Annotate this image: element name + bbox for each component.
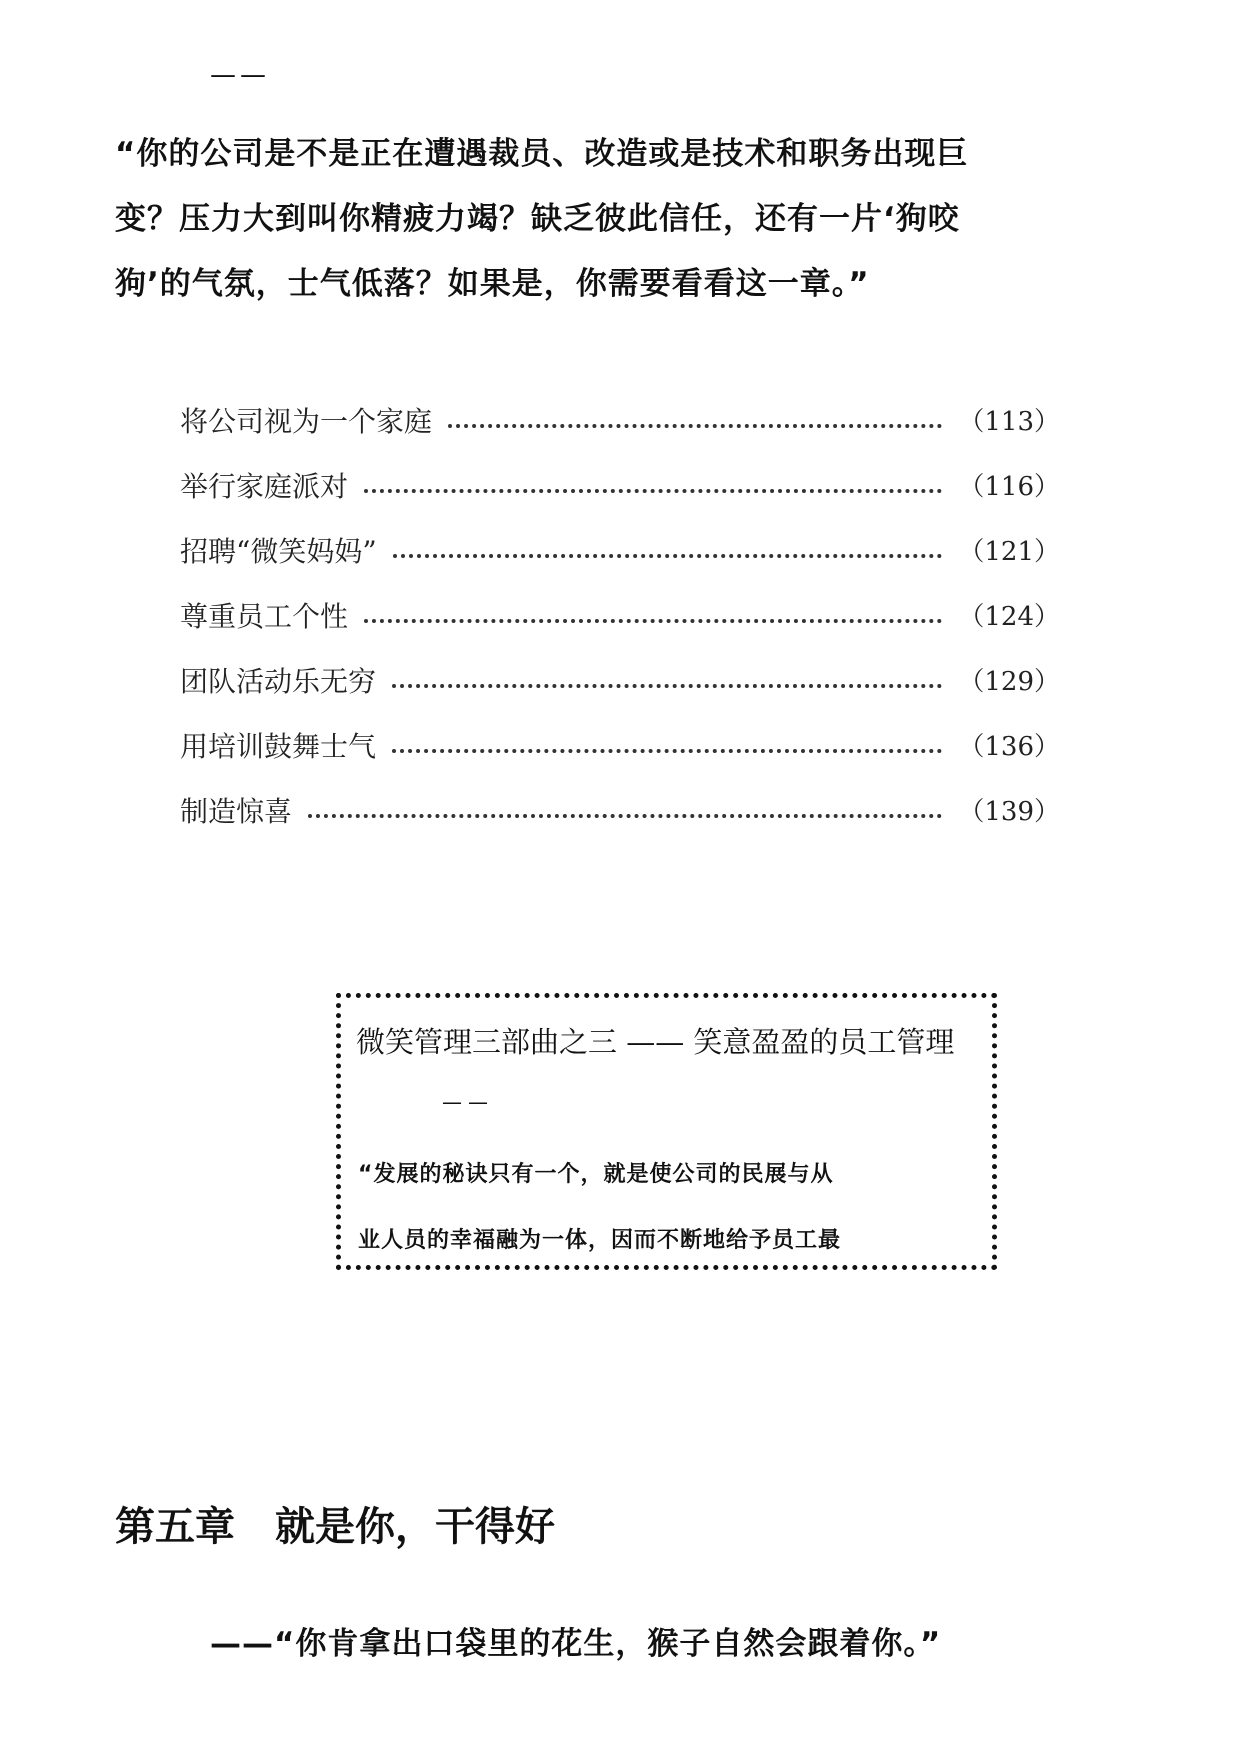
toc-leader-dots [364, 489, 942, 493]
section-quote-line-2: 变？压力大到叫你精疲力竭？缺乏彼此信任，还有一片‘狗咬 [115, 201, 960, 237]
toc-entry-page: （113） [958, 407, 1060, 437]
toc-leader-dots [448, 424, 942, 428]
toc-entry-title: 用培训鼓舞士气 [180, 729, 377, 763]
section-dash: —— [210, 60, 270, 90]
toc-leader-dots [392, 749, 942, 753]
toc-entry-title: 举行家庭派对 [180, 469, 349, 503]
toc-entry-page: （139） [958, 797, 1060, 827]
toc-entry[interactable] [180, 712, 1060, 777]
section-quote-line-1: “你的公司是不是正在遭遇裁员、改造或是技术和职务出现巨 [115, 136, 969, 172]
toc-entry-title: 团队活动乐无穷 [180, 664, 377, 698]
toc-entry-page: （121） [958, 537, 1060, 567]
toc-leader-dots [364, 619, 942, 623]
boxed-section-quote-line-1: “发展的秘诀只有一个，就是使公司的民展与从 [358, 1162, 834, 1187]
boxed-section-quote-line-2: 业人员的幸福融为一体，因而不断地给予员工最 [358, 1228, 842, 1253]
toc-entry-title: 招聘“微笑妈妈” [180, 534, 377, 568]
toc-entry-title: 制造惊喜 [180, 794, 293, 828]
toc-entry[interactable] [180, 582, 1060, 647]
toc-entry-title: 尊重员工个性 [180, 599, 349, 633]
toc-entry-page: （124） [958, 602, 1060, 632]
toc-leader-dots [308, 814, 942, 818]
boxed-section-title: 微笑管理三部曲之三 —— 笑意盈盈的员工管理 [356, 1025, 955, 1059]
chapter-quote: ——“你肯拿出口袋里的花生，猴子自然会跟着你。” [210, 1626, 942, 1662]
toc-entry-page: （116） [958, 472, 1060, 502]
chapter-title: 第五章 就是你，干得好 [115, 1503, 555, 1550]
toc-entry-page: （136） [958, 732, 1060, 762]
toc-leader-dots [393, 554, 943, 558]
toc-entry[interactable] [180, 387, 1060, 452]
toc-entry[interactable] [180, 517, 1060, 582]
toc-entry[interactable] [180, 777, 1060, 842]
toc-leader-dots [392, 684, 942, 688]
toc-entry-title: 将公司视为一个家庭 [180, 404, 433, 438]
table-of-contents [180, 387, 1060, 842]
boxed-section-dash: —— [442, 1090, 494, 1114]
section-quote-line-3: 狗’的气氛，士气低落？如果是，你需要看看这一章。” [115, 266, 870, 302]
toc-entry[interactable] [180, 647, 1060, 712]
toc-entry[interactable] [180, 452, 1060, 517]
toc-entry-page: （129） [958, 667, 1060, 697]
